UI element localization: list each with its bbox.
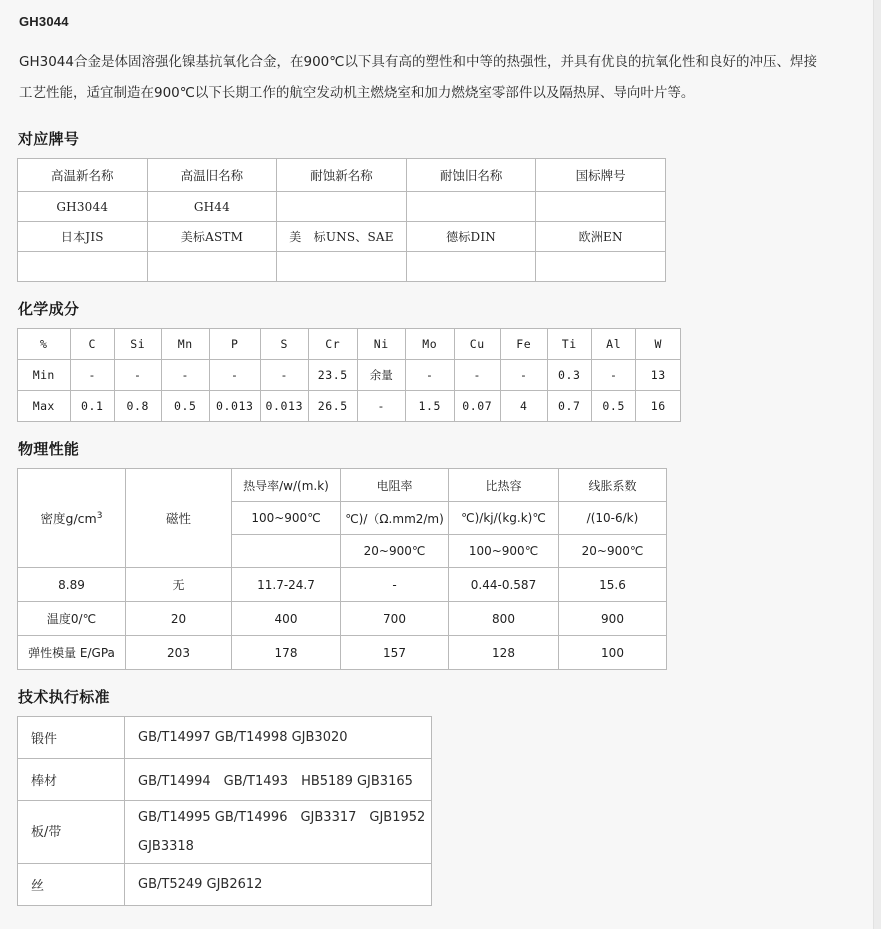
table-row (18, 252, 666, 282)
column-header: P (210, 329, 261, 360)
table-row-header (18, 329, 681, 360)
column-header-specific-heat: 比热容 (449, 469, 559, 502)
standard-kind: 锻件 (18, 717, 125, 759)
standard-value: GB/T14997 GB/T14998 GJB3020 (125, 717, 432, 759)
table-cell: GH3044 (18, 192, 148, 222)
table-cell: - (591, 360, 635, 391)
table-row (18, 222, 666, 252)
table-cell: 0.5 (591, 391, 635, 422)
column-header: Al (591, 329, 635, 360)
table-cell: 400 (232, 602, 341, 636)
table-row (18, 864, 432, 906)
table-cell: 德标DIN (406, 222, 536, 252)
range-cell: 20~900℃ (341, 535, 449, 568)
table-cell: 203 (126, 636, 232, 670)
range-cell (232, 535, 341, 568)
column-header: S (260, 329, 309, 360)
density-exponent: 3 (96, 510, 103, 521)
table-cell: 700 (341, 602, 449, 636)
table-row (18, 801, 432, 864)
section-chemistry (17, 298, 874, 422)
unit-cell: ℃)/（Ω.mm2/m) (341, 502, 449, 535)
page-edge-strip (873, 0, 881, 929)
table-cell: 0.7 (547, 391, 591, 422)
table-cell: 0.013 (260, 391, 309, 422)
table-cell: GH44 (147, 192, 277, 222)
spacer (17, 422, 874, 438)
table-cell: 1.5 (406, 391, 455, 422)
table-cell: - (406, 360, 455, 391)
table-cell: - (357, 391, 406, 422)
column-header: Ni (357, 329, 406, 360)
unit-cell: ℃)/kj/(kg.k)℃ (449, 502, 559, 535)
table-cell: 8.89 (18, 568, 126, 602)
table-cell (277, 252, 407, 282)
table-cell: - (161, 360, 210, 391)
column-header: 高温旧名称 (147, 159, 277, 192)
table-row (18, 759, 432, 801)
column-header-density (18, 469, 126, 568)
table-cell: 157 (341, 636, 449, 670)
column-header-conductivity: 热导率/w/(m.k) (232, 469, 341, 502)
table-cell: 美标ASTM (147, 222, 277, 252)
section-heading-physical: 物理性能 (18, 440, 80, 458)
table-cell: 0.3 (547, 360, 591, 391)
table-cell: 26.5 (309, 391, 358, 422)
section-physical (17, 438, 874, 670)
table-cell: - (115, 360, 161, 391)
table-cell: - (341, 568, 449, 602)
column-header: Si (115, 329, 161, 360)
table-cell: 20 (126, 602, 232, 636)
table-cell (406, 252, 536, 282)
standard-kind: 板/带 (18, 801, 125, 864)
section-heading-chemistry: 化学成分 (18, 300, 80, 318)
table-cell: 无 (126, 568, 232, 602)
table-cell: 0.07 (454, 391, 500, 422)
column-header: W (636, 329, 681, 360)
page-title: GH3044 (19, 14, 69, 29)
range-cell: 100~900℃ (449, 535, 559, 568)
table-cell: - (210, 360, 261, 391)
table-cell: 欧洲EN (536, 222, 666, 252)
table-cell: 0.1 (70, 391, 114, 422)
spacer (17, 670, 874, 686)
table-row (18, 192, 666, 222)
intro-paragraph: GH3044合金是体固溶强化镍基抗氧化合金，在900℃以下具有高的塑性和中等的热强性，并具有优良的抗氧化性和良好的冲压、焊接工艺性能，适宜制造在900℃以下长期工作的航空发动机主燃烧室和加力燃烧室零部件以及隔热屏、导向叶片等。 (19, 54, 817, 101)
table-cell: 800 (449, 602, 559, 636)
table-cell (406, 192, 536, 222)
table-cell: - (70, 360, 114, 391)
section-heading-standards: 技术执行标准 (18, 688, 110, 706)
chemistry-table (17, 328, 681, 422)
table-cell: 温度0/℃ (18, 602, 126, 636)
table-row (18, 717, 432, 759)
table-cell: 16 (636, 391, 681, 422)
table-cell: 0.8 (115, 391, 161, 422)
table-row (18, 360, 681, 391)
table-cell: 11.7-24.7 (232, 568, 341, 602)
column-header: Cu (454, 329, 500, 360)
table-cell (536, 252, 666, 282)
table-cell: 23.5 (309, 360, 358, 391)
table-cell: 0.5 (161, 391, 210, 422)
column-header: 耐蚀新名称 (277, 159, 407, 192)
column-header: 耐蚀旧名称 (406, 159, 536, 192)
table-cell (277, 192, 407, 222)
row-header-min: Min (18, 360, 71, 391)
table-cell: 178 (232, 636, 341, 670)
column-header-resistivity: 电阻率 (341, 469, 449, 502)
section-grades (17, 128, 874, 282)
table-cell: 余量 (357, 360, 406, 391)
range-cell: 20~900℃ (559, 535, 667, 568)
table-cell: 128 (449, 636, 559, 670)
table-row-header (18, 469, 667, 502)
table-cell (536, 192, 666, 222)
column-header-magnetism: 磁性 (126, 469, 232, 568)
unit-cell: 100~900℃ (232, 502, 341, 535)
table-cell: 15.6 (559, 568, 667, 602)
standards-table (17, 716, 432, 906)
column-header: Fe (501, 329, 547, 360)
table-cell: 弹性模量 E/GPa (18, 636, 126, 670)
physical-properties-table (17, 468, 667, 670)
table-cell: 900 (559, 602, 667, 636)
row-header-max: Max (18, 391, 71, 422)
standard-value: GB/T14995 GB/T14996 GJB3317 GJB1952 GJB3318 (125, 801, 432, 864)
column-header: 国标牌号 (536, 159, 666, 192)
table-cell: - (501, 360, 547, 391)
section-standards (17, 686, 874, 906)
column-header-expansion: 线胀系数 (559, 469, 667, 502)
standard-kind: 丝 (18, 864, 125, 906)
column-header: Mn (161, 329, 210, 360)
table-cell: - (260, 360, 309, 391)
table-row (18, 602, 667, 636)
column-header: % (18, 329, 71, 360)
table-cell (147, 252, 277, 282)
table-row-header (18, 159, 666, 192)
table-cell: 100 (559, 636, 667, 670)
table-cell: 13 (636, 360, 681, 391)
column-header: Ti (547, 329, 591, 360)
column-header: Mo (406, 329, 455, 360)
table-cell: 0.013 (210, 391, 261, 422)
table-cell: 日本JIS (18, 222, 148, 252)
table-row (18, 391, 681, 422)
section-heading-grades: 对应牌号 (18, 130, 80, 148)
table-cell: 美 标UNS、SAE (277, 222, 407, 252)
table-row (18, 568, 667, 602)
spacer (17, 282, 874, 298)
standard-value: GB/T14994 GB/T1493 HB5189 GJB3165 (125, 759, 432, 801)
standard-kind: 棒材 (18, 759, 125, 801)
table-cell (18, 252, 148, 282)
table-cell: 4 (501, 391, 547, 422)
standard-value: GB/T5249 GJB2612 (125, 864, 432, 906)
column-header: Cr (309, 329, 358, 360)
density-label: 密度g/cm (40, 511, 97, 526)
table-cell: 0.44-0.587 (449, 568, 559, 602)
column-header: C (70, 329, 114, 360)
table-row (18, 636, 667, 670)
column-header: 高温新名称 (18, 159, 148, 192)
grades-table (17, 158, 666, 282)
unit-cell: /(10-6/k) (559, 502, 667, 535)
table-cell: - (454, 360, 500, 391)
spacer (17, 109, 874, 128)
